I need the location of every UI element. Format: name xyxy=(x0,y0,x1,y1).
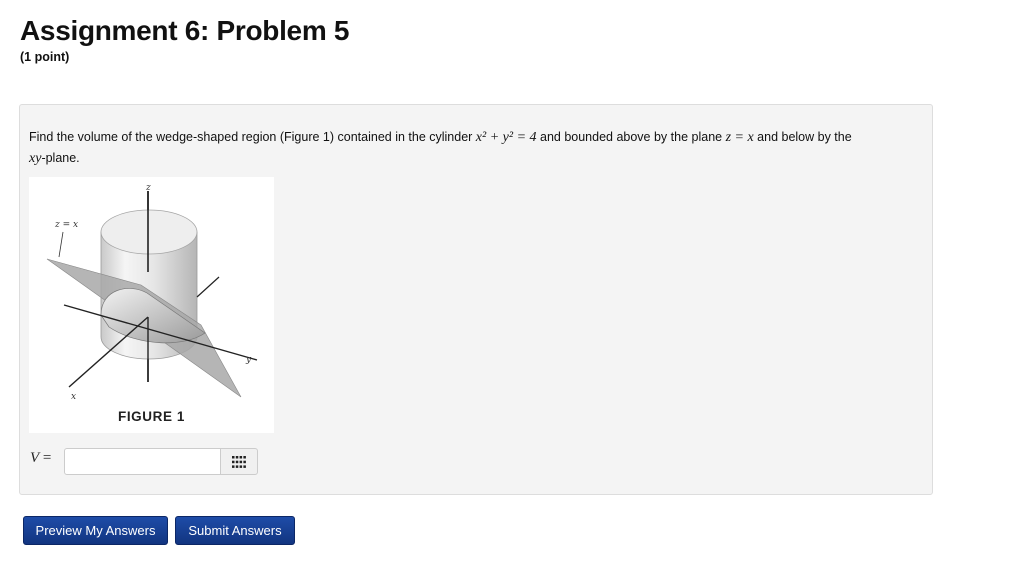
y-axis-label: y xyxy=(246,355,252,365)
statement-text-2: and bounded above by the plane xyxy=(536,130,726,144)
xy-plane-math: xy xyxy=(29,151,42,166)
answer-variable: V xyxy=(30,450,40,466)
problem-statement xyxy=(29,127,925,169)
cylinder-top xyxy=(101,210,197,254)
z-axis-label: z xyxy=(146,183,151,193)
plane-equation: z = x xyxy=(725,130,754,145)
answer-input[interactable] xyxy=(64,448,221,475)
plane-label: z = x xyxy=(55,220,79,230)
axis-extension xyxy=(197,277,219,297)
problem-box xyxy=(19,104,933,495)
answer-equals: = xyxy=(39,450,52,466)
preview-answers-button[interactable]: Preview My Answers xyxy=(23,516,168,545)
points-label: (1 point) xyxy=(20,50,70,64)
figure-caption: FIGURE 1 xyxy=(117,409,186,424)
equation-palette-button[interactable] xyxy=(220,448,258,475)
grid-palette-icon xyxy=(232,456,246,468)
statement-text-1: Find the volume of the wedge-shaped region (Figure 1) contained in the cylinder xyxy=(29,130,476,144)
statement-text-4: -plane. xyxy=(41,151,80,165)
answer-label xyxy=(30,450,51,467)
cylinder-equation: x² + y² = 4 xyxy=(475,130,537,145)
plane-label-leader xyxy=(59,232,63,257)
wedge-figure xyxy=(29,177,274,407)
page-title: Assignment 6: Problem 5 xyxy=(20,15,350,46)
submit-answers-button[interactable]: Submit Answers xyxy=(175,516,295,545)
figure-panel xyxy=(29,177,274,433)
x-axis-label: x xyxy=(71,392,77,402)
statement-text-3: and below by the xyxy=(753,130,852,144)
